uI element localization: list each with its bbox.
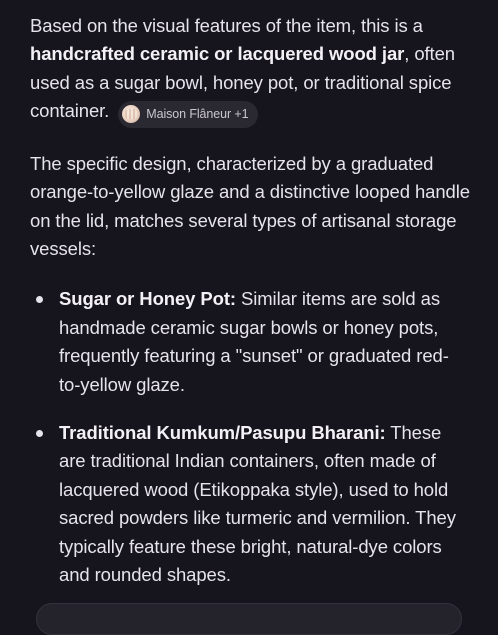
jar-thumbnail-icon: [122, 105, 140, 123]
assistant-response: [30, 12, 470, 609]
vessel-type-list: [30, 285, 470, 589]
list-item: [30, 419, 470, 589]
list-item-title: Sugar or Honey Pot:: [59, 288, 236, 310]
list-item-text: These are traditional Indian containers, often made of lacquered wood (Etikoppaka style), used to hold sacred powders like turmeric and vermilion. They typically feature these bright, natural-dye colors and rounded shapes.: [59, 421, 456, 585]
list-item: [30, 285, 470, 399]
intro-text-suffix: , often used as a sugar bowl, honey pot, or traditional spice container.: [30, 43, 455, 122]
source-chip[interactable]: [118, 101, 258, 128]
source-chip-label: Maison Flâneur +1: [146, 106, 249, 121]
design-paragraph: The specific design, characterized by a graduated orange-to-yellow glaze and a distinctive looped handle on the lid, matches several types of artisanal storage vessels:: [30, 152, 470, 259]
intro-paragraph: [30, 12, 470, 128]
bullet-icon: [36, 296, 43, 303]
intro-text-prefix: Based on the visual features of the item, this is a: [30, 15, 423, 36]
list-item-text: Similar items are sold as handmade ceramic sugar bowls or honey pots, frequently featuring a "sunset" or graduated red-to-yellow glaze.: [59, 288, 449, 395]
bullet-icon: [36, 430, 43, 437]
intro-text-bold: handcrafted ceramic or lacquered wood jar: [30, 43, 405, 65]
bottom-input-bar[interactable]: [36, 603, 462, 635]
list-item-title: Traditional Kumkum/Pasupu Bharani:: [59, 421, 386, 443]
